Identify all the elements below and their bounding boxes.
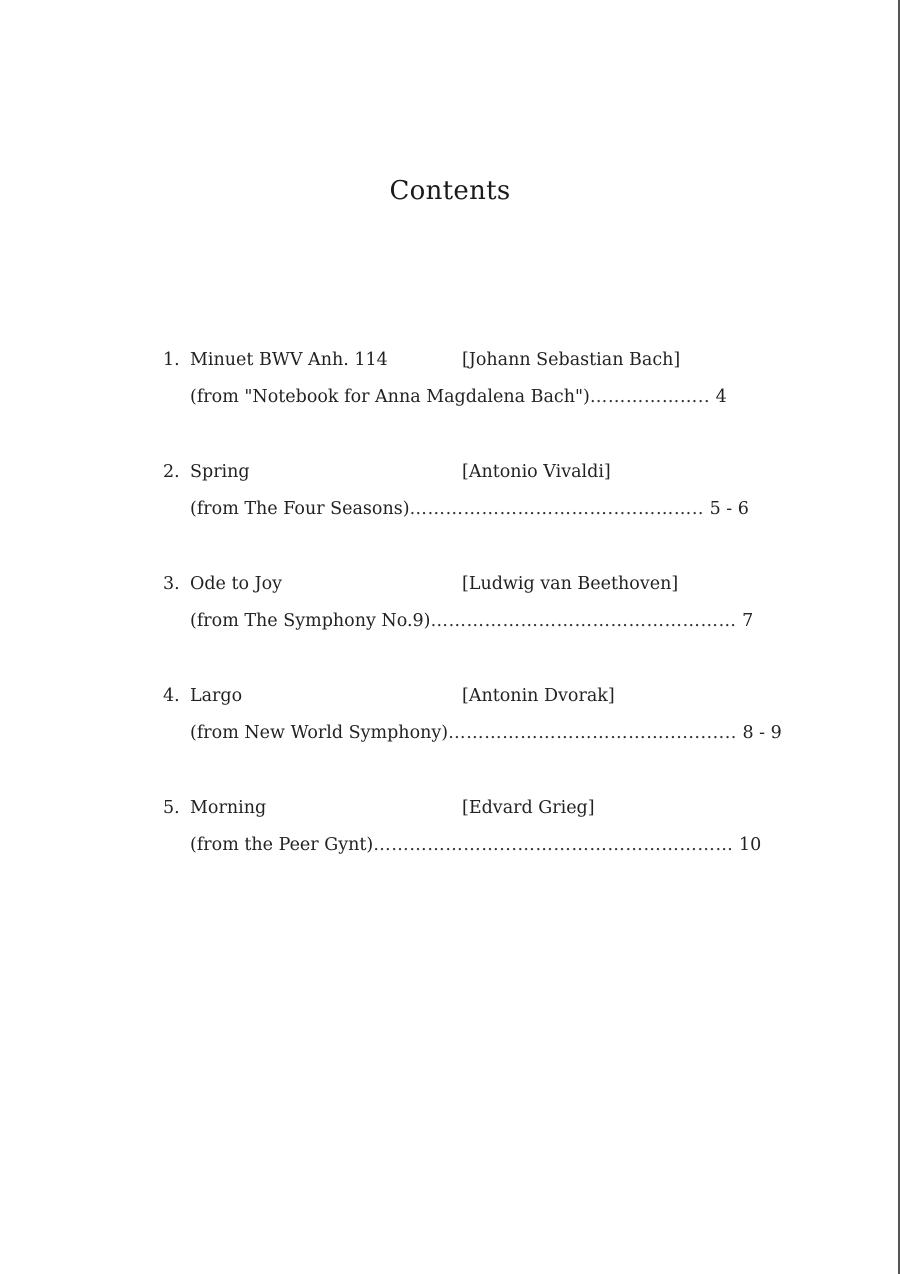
- source-work: (from The Four Seasons): [190, 499, 410, 519]
- toc-entry-header: [163, 342, 763, 379]
- page-number: 4: [715, 387, 727, 407]
- source-work: (from the Peer Gynt): [190, 835, 374, 855]
- toc-entry-source-line: [163, 603, 763, 640]
- piece-title: Minuet BWV Anh. 114: [190, 350, 388, 370]
- source-work: (from "Notebook for Anna Magdalena Bach"): [190, 387, 590, 407]
- entry-number: 5.: [163, 798, 180, 818]
- toc-entry-header: [163, 454, 763, 491]
- toc-entry-source-line: [163, 715, 782, 752]
- source-work: (from The Symphony No.9): [190, 611, 431, 631]
- composer-name: [Johann Sebastian Bach]: [462, 350, 681, 370]
- toc-entry-source-line: [163, 379, 763, 416]
- entry-number: 2.: [163, 462, 180, 482]
- piece-title: Ode to Joy: [190, 574, 283, 594]
- toc-entry-header: [163, 566, 763, 603]
- toc-entry: [163, 342, 763, 454]
- dot-leader: ………………..: [589, 387, 711, 407]
- toc-entry-header: [163, 790, 763, 827]
- dot-leader: …………………………….....………..: [409, 499, 704, 519]
- dot-leader: …………………...………………………………: [373, 835, 734, 855]
- toc-entry: [163, 566, 763, 678]
- piece-title: Morning: [190, 798, 267, 818]
- toc-entry: [163, 790, 763, 902]
- page-number: 7: [742, 611, 754, 631]
- dot-leader: ………………………………............: [448, 723, 737, 743]
- toc-entry-source-line: [163, 827, 763, 864]
- page-number: 5 - 6: [709, 499, 749, 519]
- composer-name: [Antonio Vivaldi]: [462, 462, 611, 482]
- dot-leader: ……………………………………………: [430, 611, 737, 631]
- source-work: (from New World Symphony): [190, 723, 449, 743]
- page-title: Contents: [389, 176, 511, 206]
- toc-entry: [163, 454, 763, 566]
- table-of-contents: [163, 342, 782, 902]
- page-number: 8 - 9: [742, 723, 782, 743]
- piece-title: Largo: [190, 686, 243, 706]
- toc-entry-source-line: [163, 491, 763, 528]
- entry-number: 4.: [163, 686, 180, 706]
- piece-title: Spring: [190, 462, 250, 482]
- composer-name: [Ludwig van Beethoven]: [462, 574, 679, 594]
- entry-number: 1.: [163, 350, 180, 370]
- toc-entry: [163, 678, 782, 790]
- composer-name: [Antonin Dvorak]: [462, 686, 615, 706]
- page-number: 10: [739, 835, 762, 855]
- entry-number: 3.: [163, 574, 180, 594]
- composer-name: [Edvard Grieg]: [462, 798, 595, 818]
- toc-entry-header: [163, 678, 763, 715]
